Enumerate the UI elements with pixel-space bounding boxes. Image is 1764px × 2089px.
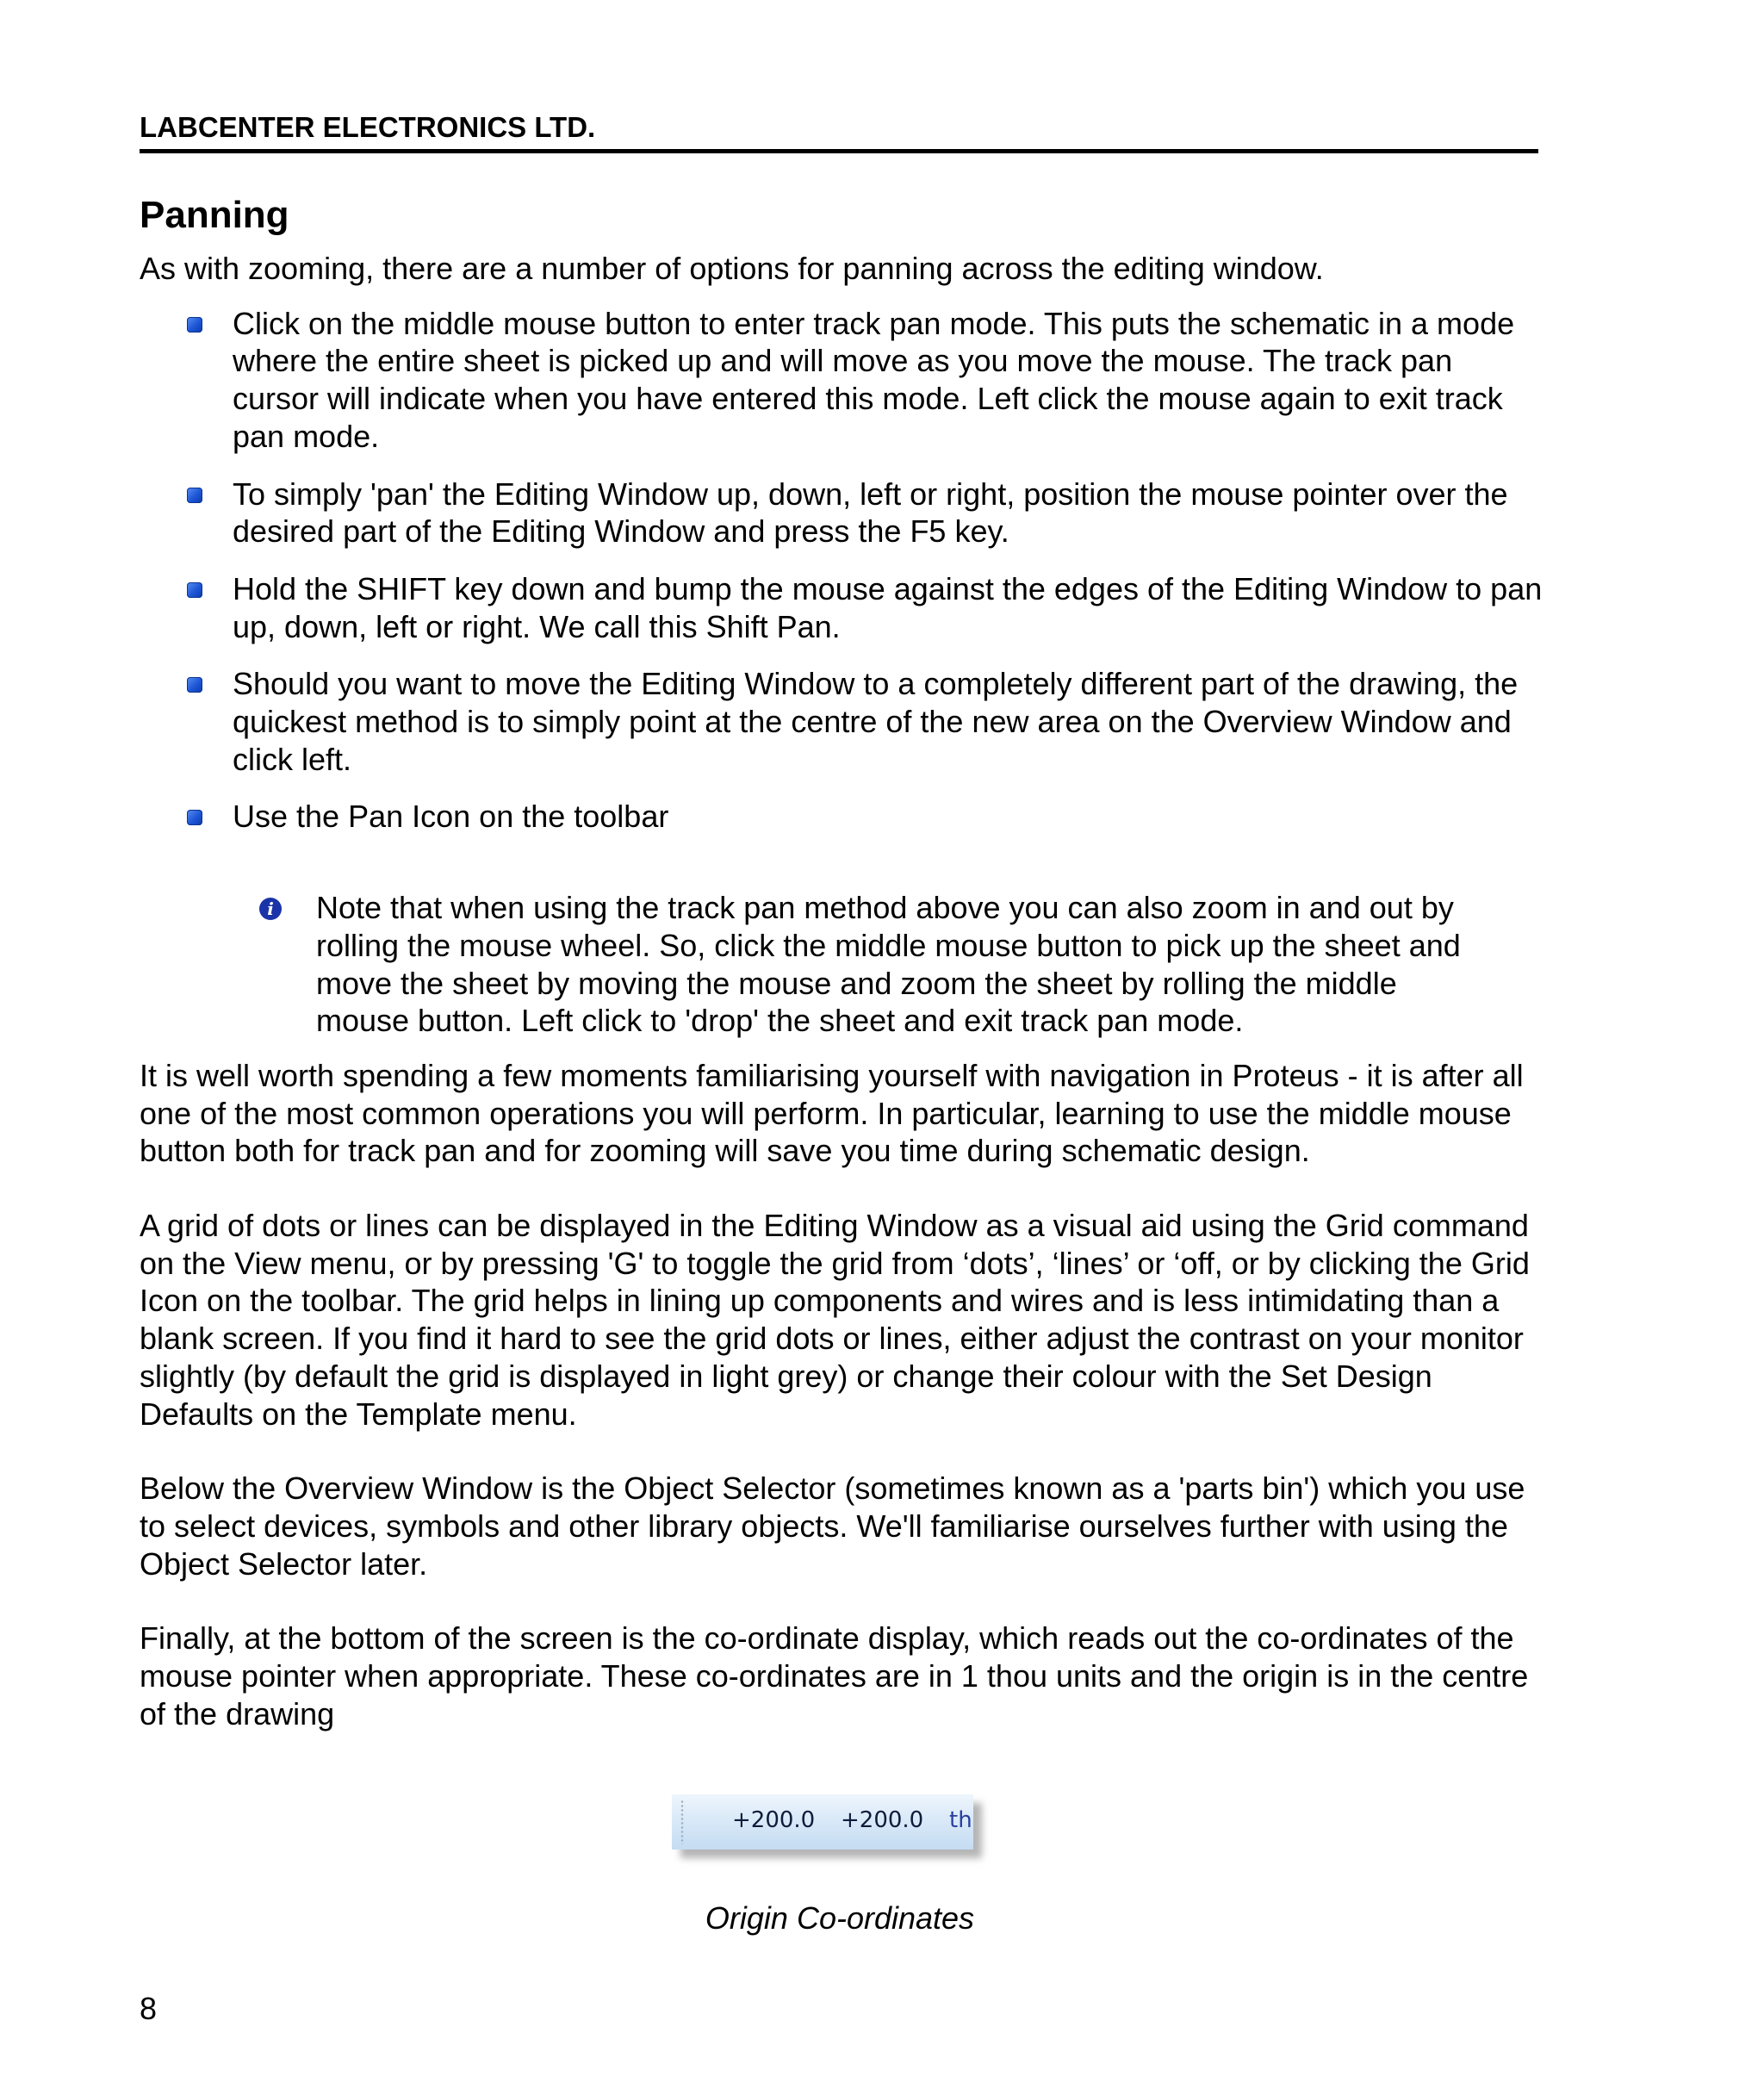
note-box: [140, 889, 1483, 1040]
list-item-text: Hold the SHIFT key down and bump the mouse against the edges of the Editing Window to pan up, down, left or right. We call this Shift Pan.: [233, 570, 1543, 644]
list-item-text: Should you want to move the Editing Window to a completely different part of the drawing, the quickest method is to simply point at the centre of the new area on the Overview Window and click left.: [233, 666, 1519, 777]
bullet-icon: [187, 810, 202, 825]
paragraph-object-selector: Below the Overview Window is the Object Selector (sometimes known as a 'parts bin') which you use to select devices, symbols and other library objects. We'll familiarise ourselves further with using the Object Selector later.: [140, 1470, 1525, 1582]
bullet-icon: [187, 317, 202, 333]
x-coordinate: +200.0: [732, 1807, 816, 1833]
y-coordinate: +200.0: [841, 1807, 924, 1833]
coordinate-status-bar: [672, 1794, 973, 1850]
bullet-icon: [187, 488, 202, 503]
note-text: Note that when using the track pan method above you can also zoom in and out by rolling the mouse wheel. So, click the middle mouse button to pick up the sheet and move the sheet by moving the mouse and zoom the sheet by rolling the middle mouse button. Left click to 'drop' the sheet and exit track pan mode.: [316, 890, 1461, 1039]
list-item: [140, 798, 1544, 836]
paragraph-coordinate-display: Finally, at the bottom of the screen is the co-ordinate display, which reads out the co-ordinates of the mouse pointer when appropriate. These co-ordinates are in 1 thou units and the origin is in the centre of the drawing: [140, 1620, 1529, 1732]
page-number: 8: [140, 1991, 158, 2026]
list-item: [140, 570, 1544, 645]
list-item: [140, 476, 1544, 550]
coordinate-display-figure: [672, 1794, 991, 1863]
coordinate-unit: th: [949, 1807, 972, 1833]
bullet-icon: [187, 582, 202, 598]
paragraph-navigation: It is well worth spending a few moments familiarising yourself with navigation in Proteus - it is after all one of the most common operations you will perform. In particular, learning to use the middle mouse button both for track pan and for zooming will save you time during schematic design.: [140, 1057, 1524, 1169]
info-icon: i: [259, 898, 282, 920]
panning-options-list: [140, 305, 1544, 836]
section-intro: As with zooming, there are a number of options for panning across the editing window.: [140, 251, 1324, 286]
page-header: [140, 110, 1538, 153]
company-name: LABCENTER ELECTRONICS LTD.: [140, 111, 596, 143]
list-item-text: Click on the middle mouse button to enter track pan mode. This puts the schematic in a mode where the entire sheet is picked up and will move as you move the mouse. The track pan cursor will indicate when you have entered this mode. Left click the mouse again to exit track pan mode.: [233, 305, 1515, 454]
bullet-icon: [187, 677, 202, 693]
list-item: [140, 665, 1544, 778]
list-item-text: Use the Pan Icon on the toolbar: [233, 799, 669, 835]
list-item: [140, 305, 1544, 456]
page-content: [140, 188, 1544, 1733]
grip-handle-icon: [680, 1800, 684, 1844]
section-title: Panning: [140, 194, 289, 236]
figure-caption: Origin Co-ordinates: [705, 1900, 975, 1936]
list-item-text: To simply 'pan' the Editing Window up, down, left or right, position the mouse pointer over the desired part of the Editing Window and press the F5 key.: [233, 476, 1508, 550]
paragraph-grid: A grid of dots or lines can be displayed in the Editing Window as a visual aid using the Grid command on the View menu, or by pressing 'G' to toggle the grid from ‘dots’, ‘lines’ or ‘off, or by clicking the Grid Icon on the toolbar. The grid helps in lining up components and wires and is less intimidating than a blank screen. If you find it hard to see the grid dots or lines, either adjust the contrast on your monitor slightly (by default the grid is displayed in light grey) or change their colour with the Set Design Defaults on the Template menu.: [140, 1208, 1530, 1432]
